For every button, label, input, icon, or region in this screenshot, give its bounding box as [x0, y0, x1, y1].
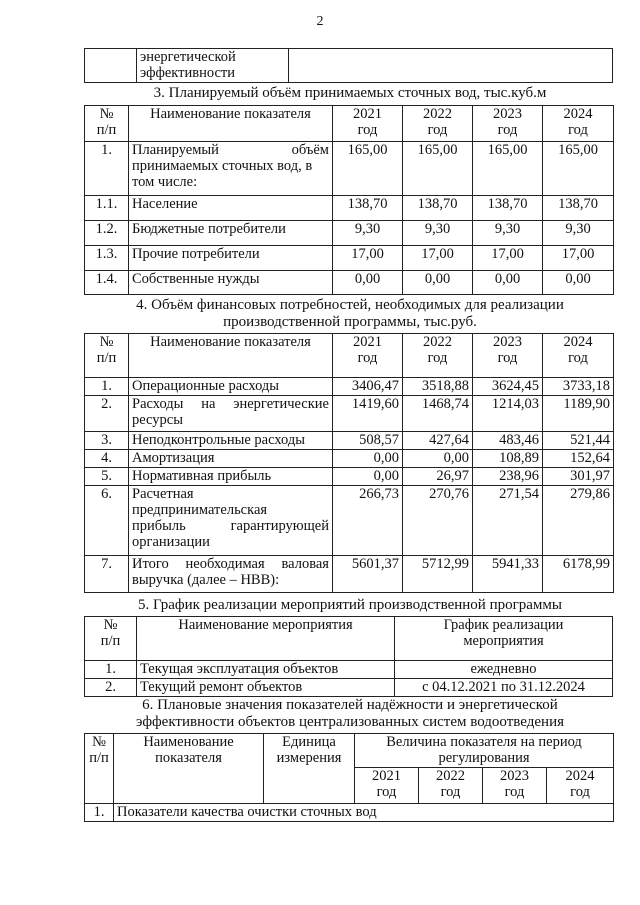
- year-header: 2021 год: [355, 768, 419, 804]
- section-3-title: 3. Планируемый объём принимаемых сточных вод, тыс.куб.м: [153, 85, 547, 101]
- table-header-row: [85, 106, 614, 142]
- planned-wastewater-table: [84, 105, 614, 295]
- col-name-header: Наименование показателя: [114, 734, 264, 804]
- col-unit-header: Единица измерения: [264, 734, 355, 804]
- table-row: 1.2. Бюджетные потребители 9,30 9,30 9,30 9,30: [85, 221, 614, 246]
- year-header: 2023 год: [473, 334, 543, 378]
- year-header: 2024 год: [543, 106, 614, 142]
- table-row: 1. Текущая эксплуатация объектов ежедневно: [85, 661, 613, 679]
- section-6-title: 6. Плановые значения показателей надёжности и энергетической эффективности объектов централизованных систем водоотведения: [135, 697, 564, 730]
- col-name-header: Наименование показателя: [129, 334, 333, 378]
- page-number: 2: [316, 14, 324, 29]
- table-row: 6. Расчетная предпринимательская прибыль гарантирующей организации 266,73 270,76 271,54 279,86: [85, 486, 614, 556]
- table-row: 1. Показатели качества очистки сточных вод: [85, 804, 614, 822]
- table-row: 1. Операционные расходы 3406,47 3518,88 3624,45 3733,18: [85, 378, 614, 396]
- carryover-text: энергетической эффективности: [137, 49, 289, 83]
- reliability-indicators-table: [84, 733, 614, 822]
- table-header-row: [85, 617, 613, 661]
- col-num-header: № п/п: [85, 334, 129, 378]
- table-header-row: [85, 334, 614, 378]
- year-header: 2024 год: [543, 334, 614, 378]
- table-row: 5. Нормативная прибыль 0,00 26,97 238,96 301,97: [85, 468, 614, 486]
- col-name-header: Наименование показателя: [129, 106, 333, 142]
- year-header: 2021 год: [333, 106, 403, 142]
- table-row: 1.4. Собственные нужды 0,00 0,00 0,00 0,00: [85, 271, 614, 295]
- financial-needs-table: [84, 333, 614, 593]
- year-header: 2021 год: [333, 334, 403, 378]
- year-header: 2024 год: [547, 768, 614, 804]
- schedule-table: [84, 616, 613, 697]
- table-row: 1. Планируемый объём принимаемых сточных вод, в том числе: 165,00 165,00 165,00 165,00: [85, 142, 614, 196]
- table-row: 3. Неподконтрольные расходы 508,57 427,64 483,46 521,44: [85, 432, 614, 450]
- table-row: 2. Текущий ремонт объектов с 04.12.2021 по 31.12.2024: [85, 679, 613, 697]
- carryover-table: [84, 48, 613, 83]
- col-num-header: № п/п: [85, 617, 137, 661]
- table-row: 2. Расходы на энергетические ресурсы 1419,60 1468,74 1214,03 1189,90: [85, 396, 614, 432]
- section-4-title: 4. Объём финансовых потребностей, необходимых для реализации производственной программы, тыс.руб.: [136, 297, 564, 330]
- year-header: 2023 год: [483, 768, 547, 804]
- table-row: 7. Итого необходимая валовая выручка (далее – НВВ): 5601,37 5712,99 5941,33 6178,99: [85, 556, 614, 593]
- col-name-header: Наименование мероприятия: [137, 617, 395, 661]
- section-5-title: 5. График реализации мероприятий производственной программы: [138, 597, 562, 613]
- year-header: 2023 год: [473, 106, 543, 142]
- year-header: 2022 год: [403, 334, 473, 378]
- table-header-row: [85, 734, 614, 768]
- col-period-header: Величина показателя на период регулирования: [355, 734, 614, 768]
- table-row: 1.3. Прочие потребители 17,00 17,00 17,00 17,00: [85, 246, 614, 271]
- year-header: 2022 год: [419, 768, 483, 804]
- table-row: 4. Амортизация 0,00 0,00 108,89 152,64: [85, 450, 614, 468]
- col-schedule-header: График реализации мероприятия: [395, 617, 613, 661]
- col-num-header: № п/п: [85, 106, 129, 142]
- col-num-header: № п/п: [85, 734, 114, 804]
- table-row: 1.1. Население 138,70 138,70 138,70 138,70: [85, 196, 614, 221]
- year-header: 2022 год: [403, 106, 473, 142]
